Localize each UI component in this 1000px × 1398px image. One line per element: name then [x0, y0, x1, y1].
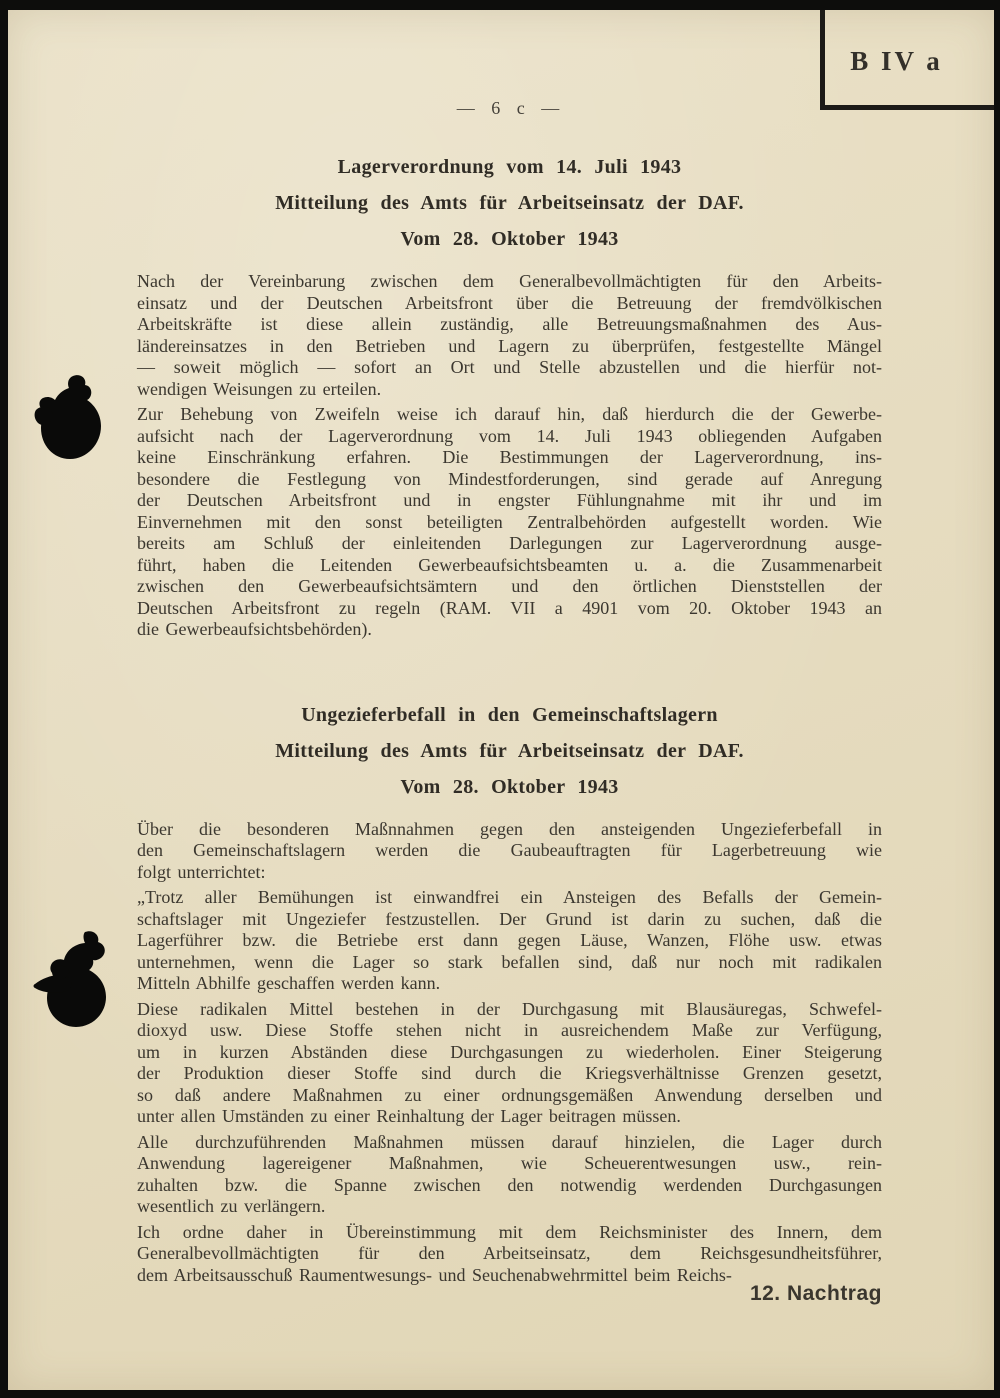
- paragraph-line: Mitteln Abhilfe geschaffen werden kann.: [137, 973, 441, 993]
- paragraph-line: Lagerführer bzw. die Betriebe erst dann gegen Läuse, Wanzen, Flöhe usw. etwas: [137, 930, 882, 950]
- section-heading-line: Lagerverordnung vom 14. Juli 1943: [337, 156, 682, 178]
- paragraph-line: dioxyd usw. Diese Stoffe stehen nicht in ausreichendem Maße zur Verfügung,: [137, 1020, 882, 1040]
- paragraph: [137, 1132, 882, 1218]
- section-heading: [137, 149, 882, 257]
- section-heading: [137, 697, 882, 805]
- paragraph-line: dem Arbeitsausschuß Raumentwesungs- und Seuchenabwehrmittel beim Reichs-: [137, 1264, 732, 1285]
- section-heading-line: Vom 28. Oktober 1943: [400, 228, 619, 250]
- document-section: [137, 697, 882, 1287]
- paragraph-line: der Produktion dieser Stoffe sind durch die Kriegsverhältnisse Grenzen gesetzt,: [137, 1063, 882, 1083]
- paragraph-line: zuhalten bzw. die Spanne zwischen den notwendig werdenden Durchgasungen: [137, 1174, 882, 1195]
- paragraph-line: Über die besonderen Maßnnahmen gegen den ansteigenden Ungezieferbefall in: [137, 818, 882, 839]
- paragraph-line: wesentlich zu verlängern.: [137, 1196, 326, 1216]
- page-content: [137, 98, 882, 1290]
- document-page: [8, 10, 994, 1390]
- document-section: [137, 149, 882, 641]
- paragraph-line: wendigen Weisungen zu erteilen.: [137, 378, 382, 399]
- section-heading-line: Mitteilung des Amts für Arbeitseinsatz der DAF.: [275, 739, 744, 762]
- paragraph: [137, 887, 882, 995]
- paragraph-line: — soweit möglich — sofort an Ort und Stelle abzustellen und die hierfür not-: [137, 357, 882, 377]
- paragraph: [137, 404, 882, 641]
- paragraph-line: keine Einschränkung erfahren. Die Bestimmungen der Lagerverordnung, ins-: [137, 447, 882, 467]
- paragraph: [137, 999, 882, 1128]
- paragraph-line: Generalbevollmächtigten für den Arbeitseinsatz, dem Reichsgesundheitsführer,: [137, 1243, 882, 1263]
- paragraph: [137, 1222, 882, 1287]
- paragraph-line: Nach der Vereinbarung zwischen dem Generalbevollmächtigten für den Arbeits-: [137, 271, 882, 291]
- ink-blot: [25, 928, 123, 1030]
- section-heading-line: Vom 28. Oktober 1943: [400, 775, 619, 798]
- paragraph-line: Einvernehmen mit den sonst beteiligten Zentralbehörden aufgestellt worden. Wie: [137, 511, 882, 532]
- paragraph-line: bereits am Schluß der einleitenden Darlegungen zur Lagerverordnung ausge-: [137, 533, 882, 553]
- paragraph-line: den Gemeinschaftslagern werden die Gaubeauftragten für Lagerbetreuung wie: [137, 840, 882, 860]
- classification-box: [820, 10, 994, 110]
- page-number: — 6 c —: [456, 98, 563, 118]
- paragraph-line: der Deutschen Arbeitsfront und in engster Fühlungnahme mit ihr und im: [137, 490, 882, 510]
- paragraph-line: die Gewerbeaufsichtsbehörden).: [137, 619, 372, 639]
- paragraph-line: einsatz und der Deutschen Arbeitsfront über die Betreuung der fremdvölkischen: [137, 292, 882, 313]
- paragraph-line: ländereinsatzes in den Betrieben und Lagern zu überprüfen, festgestellte Mängel: [137, 335, 882, 356]
- paragraph-line: unternehmen, wenn die Lager so stark befallen sind, daß nur noch mit radikalen: [137, 951, 882, 972]
- paragraph-line: Anwendung lagereigener Maßnahmen, wie Scheuerentwesungen usw., rein-: [137, 1153, 882, 1173]
- paragraph-line: Diese radikalen Mittel bestehen in der Durchgasung mit Blausäuregas, Schwefel-: [137, 998, 882, 1019]
- paragraph-line: folgt unterrichtet:: [137, 861, 266, 882]
- paragraph-line: schaftslager mit Ungeziefer festzustellen. Der Grund ist darin zu suchen, daß die: [137, 908, 882, 929]
- ink-blot: [28, 372, 102, 466]
- paragraph-line: „Trotz aller Bemühungen ist einwandfrei ein Ansteigen des Befalls der Gemein-: [137, 887, 882, 907]
- paragraph-line: besondere die Festlegung von Mindestforderungen, sind gerade auf Anregung: [137, 468, 882, 489]
- paragraph: [137, 271, 882, 400]
- section-heading-line: Ungezieferbefall in den Gemeinschaftslagern: [301, 703, 718, 726]
- paragraph-line: führt, haben die Leitenden Gewerbeaufsichtsbeamten u. a. die Zusammenarbeit: [137, 554, 882, 575]
- paragraph-line: um in kurzen Abständen diese Durchgasungen zu wiederholen. Einer Steigerung: [137, 1041, 882, 1062]
- section-heading-line: Mitteilung des Amts für Arbeitseinsatz der DAF.: [275, 192, 744, 214]
- paragraph-line: unter allen Umständen zu einer Reinhaltung der Lager beitragen müssen.: [137, 1106, 681, 1126]
- paragraph-line: so daß andere Maßnahmen zu einer ordnungsgemäßen Anwendung derselben und: [137, 1084, 882, 1105]
- paragraph-line: Zur Behebung von Zweifeln weise ich darauf hin, daß hierdurch die der Gewerbe-: [137, 404, 882, 424]
- paragraph-line: Arbeitskräfte ist diese allein zuständig, alle Betreuungsmaßnahmen des Aus-: [137, 314, 882, 334]
- paragraph-line: zwischen den Gewerbeaufsichtsämtern und den örtlichen Dienststellen der: [137, 576, 882, 596]
- paragraph: [137, 819, 882, 884]
- classification-label: B IV a: [850, 46, 943, 76]
- paragraph-line: Deutschen Arbeitsfront zu regeln (RAM. VII a 4901 vom 20. Oktober 1943 an: [137, 597, 882, 618]
- paragraph-line: Ich ordne daher in Übereinstimmung mit dem Reichsminister des Innern, dem: [137, 1221, 882, 1242]
- paragraph-line: aufsicht nach der Lagerverordnung vom 14. Juli 1943 obliegenden Aufgaben: [137, 425, 882, 446]
- supplement-label: 12. Nachtrag: [749, 1282, 882, 1305]
- paragraph-line: Alle durchzuführenden Maßnahmen müssen darauf hinzielen, die Lager durch: [137, 1131, 882, 1152]
